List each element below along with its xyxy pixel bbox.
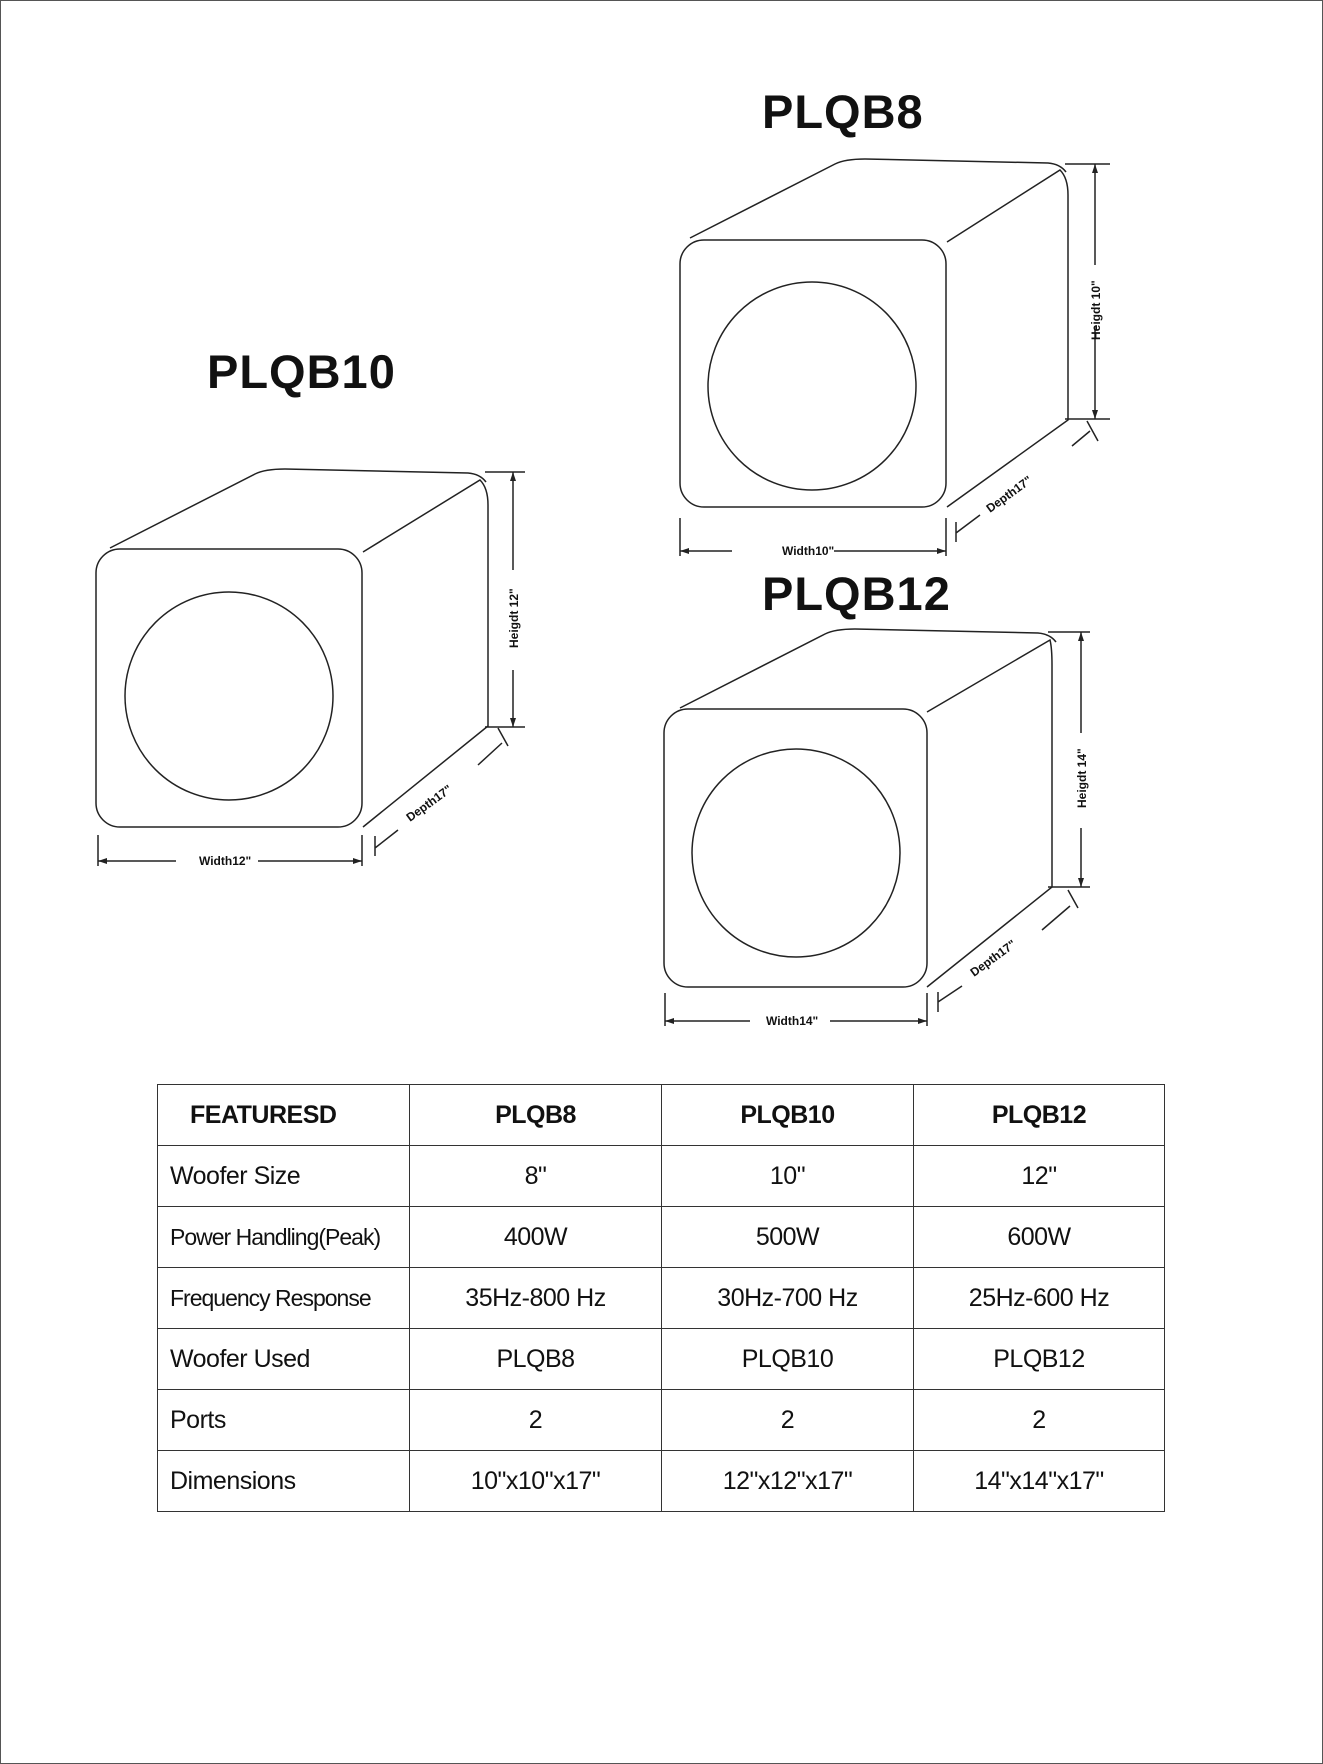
table-cell: 600W (914, 1207, 1165, 1268)
depth-label-plqb12: Depth17" (967, 936, 1019, 980)
cabinet-drawing-plqb10 (80, 460, 540, 880)
width-label-plqb12: Width14" (766, 1014, 819, 1028)
table-cell: PLQB12 (914, 1329, 1165, 1390)
header-features: FEATURESD (158, 1085, 410, 1146)
row-label-ports: Ports (158, 1390, 410, 1451)
cabinet-top-face (690, 159, 1066, 238)
table-cell: 2 (914, 1390, 1165, 1451)
cabinet-top-face (680, 629, 1056, 708)
table-cell: 8" (410, 1146, 662, 1207)
table-row (158, 1146, 1165, 1207)
cabinet-top-face (110, 469, 486, 548)
table-cell: 500W (662, 1207, 914, 1268)
table-row (158, 1207, 1165, 1268)
width-label-plqb8: Width10" (782, 544, 835, 558)
woofer-circle (708, 282, 916, 490)
table-cell: 400W (410, 1207, 662, 1268)
table-cell: 2 (662, 1390, 914, 1451)
row-label-dimensions: Dimensions (158, 1451, 410, 1512)
row-label-woofer-size: Woofer Size (158, 1146, 410, 1207)
header-plqb8: PLQB8 (410, 1085, 662, 1146)
woofer-circle (125, 592, 333, 800)
woofer-circle (692, 749, 900, 957)
cabinet-front-face (680, 240, 946, 507)
cabinet-drawing-plqb12 (650, 620, 1110, 1040)
title-plqb8: PLQB8 (762, 85, 924, 138)
table-cell: PLQB10 (662, 1329, 914, 1390)
table-row (158, 1329, 1165, 1390)
table-cell: PLQB8 (410, 1329, 662, 1390)
table-row (158, 1451, 1165, 1512)
height-label-plqb10: Heigdt 12" (507, 588, 521, 648)
height-label-plqb12: Heigdt 14" (1075, 748, 1089, 808)
table-cell: 25Hz-600 Hz (914, 1268, 1165, 1329)
row-label-woofer-used: Woofer Used (158, 1329, 410, 1390)
table-cell: 30Hz-700 Hz (662, 1268, 914, 1329)
width-label-plqb10: Width12" (199, 854, 252, 868)
title-plqb10: PLQB10 (207, 345, 396, 398)
cabinet-side-face (927, 640, 1052, 987)
table-cell: 10"x10"x17" (410, 1451, 662, 1512)
cabinet-front-face (96, 549, 362, 827)
table-cell: 35Hz-800 Hz (410, 1268, 662, 1329)
cabinet-drawing-plqb8 (660, 150, 1120, 570)
header-plqb10: PLQB10 (662, 1085, 914, 1146)
depth-label-plqb10: Depth17" (403, 781, 455, 825)
header-plqb12: PLQB12 (914, 1085, 1165, 1146)
table-cell: 2 (410, 1390, 662, 1451)
cabinet-side-face (947, 170, 1068, 507)
table-cell: 14"x14"x17" (914, 1451, 1165, 1512)
table-cell: 12" (914, 1146, 1165, 1207)
height-label-plqb8: Heigdt 10" (1089, 280, 1103, 340)
cabinet-front-face (664, 709, 927, 987)
cabinet-side-face (363, 480, 488, 827)
row-label-power-handling: Power Handling(Peak) (158, 1207, 410, 1268)
specifications-table (157, 1084, 1165, 1512)
table-cell: 12"x12"x17" (662, 1451, 914, 1512)
table-cell: 10" (662, 1146, 914, 1207)
table-row (158, 1268, 1165, 1329)
row-label-frequency-response: Frequency Response (158, 1268, 410, 1329)
table-header-row (158, 1085, 1165, 1146)
table-row (158, 1390, 1165, 1451)
depth-label-plqb8: Depth17" (983, 472, 1035, 516)
title-plqb12: PLQB12 (762, 567, 951, 620)
